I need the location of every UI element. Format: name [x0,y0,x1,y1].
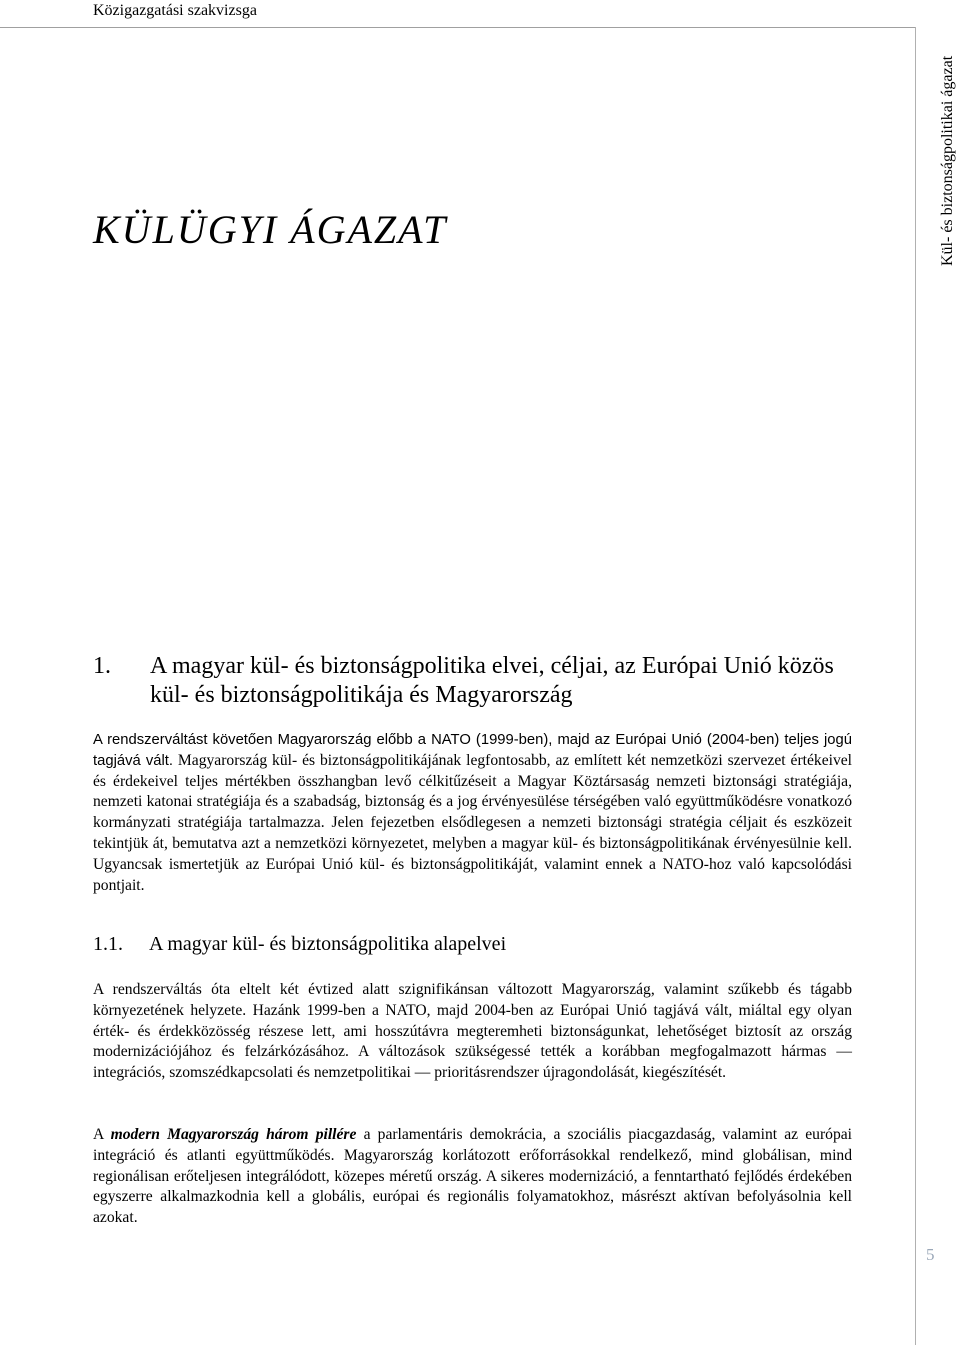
paragraph-intro-lead: A rendszerváltást követően Magyarország előbb a NATO (1999-ben), majd az Európai Unió (2004-ben) teljes jogú tagjává vált. [93,732,852,769]
subsection-heading [93,933,506,956]
paragraph-pillars-before: A [93,1126,111,1143]
section-number: 1. [93,653,111,679]
paragraph-pillars-emphasis: modern Magyarország három pillére [110,1126,357,1143]
subsection-title: A magyar kül- és biztonságpolitika alapelvei [149,933,507,955]
header-rule [0,27,915,28]
paragraph-pillars [93,1125,852,1229]
subsection-number: 1.1. [93,933,123,955]
page-title: KÜLÜGYI ÁGAZAT [93,207,448,252]
section-title: A magyar kül- és biztonságpolitika elvei, céljai, az Európai Unió közös kül- és biztonságpolitikája és Magyarország [150,653,834,708]
paragraph-intro [93,730,852,896]
paragraph-intro-rest: Magyarország kül- és biztonságpolitikájának legfontosabb, az említett két nemzetközi szervezet értékeivel és érdekeivel teljes mértékben összhangban levő célkitűzéseit a Magyar Köztársaság nemzeti biztonsági stratégiája, nemzeti katonai stratégiája és a szabadság, biztonság és a jog érvényesülése térségében való együttműködésre vonatkozó kormányzati stratégiája tartalmazza. Jelen fejezetben elsődlegesen a nemzeti biztonsági stratégia céljait és eszközeit tekintjük át, bemutatva azt a nemzetközi környezetet, melyben a magyar kül- és biztonságpolitikának érvényesülnie kell. Ugyancsak ismertetjük az Európai Unió kül- és biztonságpolitikáját, valamint ennek a NATO-hoz való kapcsolódási pontjait. [93,751,852,894]
section-heading [93,652,863,710]
paragraph-pillars-after: a parlamentáris demokrácia, a szociális piacgazdaság, valamint az európai integráció és atlanti együttműködés. Magyarország korlátozott erőforrásokkal rendelkező, mind globálisan, mind regionálisan erőteljesen integrálódott, közepes méretű ország. A sikeres modernizáció, a fenntartható fejlődés érdekében egyszerre alkalmazkodnia kell a globális, európai és regionális folyamatokhoz, másrészt aktívan befolyásolnia kell azokat. [93,1126,852,1227]
paragraph-principles: A rendszerváltás óta eltelt két évtized alatt szignifikánsan változott Magyarország, valamint szűkebb és tágabb környezetének helyzete. Hazánk 1999-ben a NATO, majd 2004-ben az Európai Unió tagjává vált, miáltal egy olyan érték- és érdekközösség részese lett, ami hosszútávra megteremheti biztonságunkat, lehetőséget biztosít az ország modernizációjához és felzárkózásához. A változások szükségessé tették a korábban megfogalmazott hármas — integrációs, szomszédkapcsolati és nemzetpolitikai — prioritásrendszer újragondolását, kiegészítését. [93,981,852,1082]
side-section-label: Kül- és biztonságpolitikai ágazat [939,55,956,266]
margin-rule [915,27,916,1345]
page-number: 5 [926,1245,935,1264]
running-header: Közigazgatási szakvizsga [93,2,257,19]
